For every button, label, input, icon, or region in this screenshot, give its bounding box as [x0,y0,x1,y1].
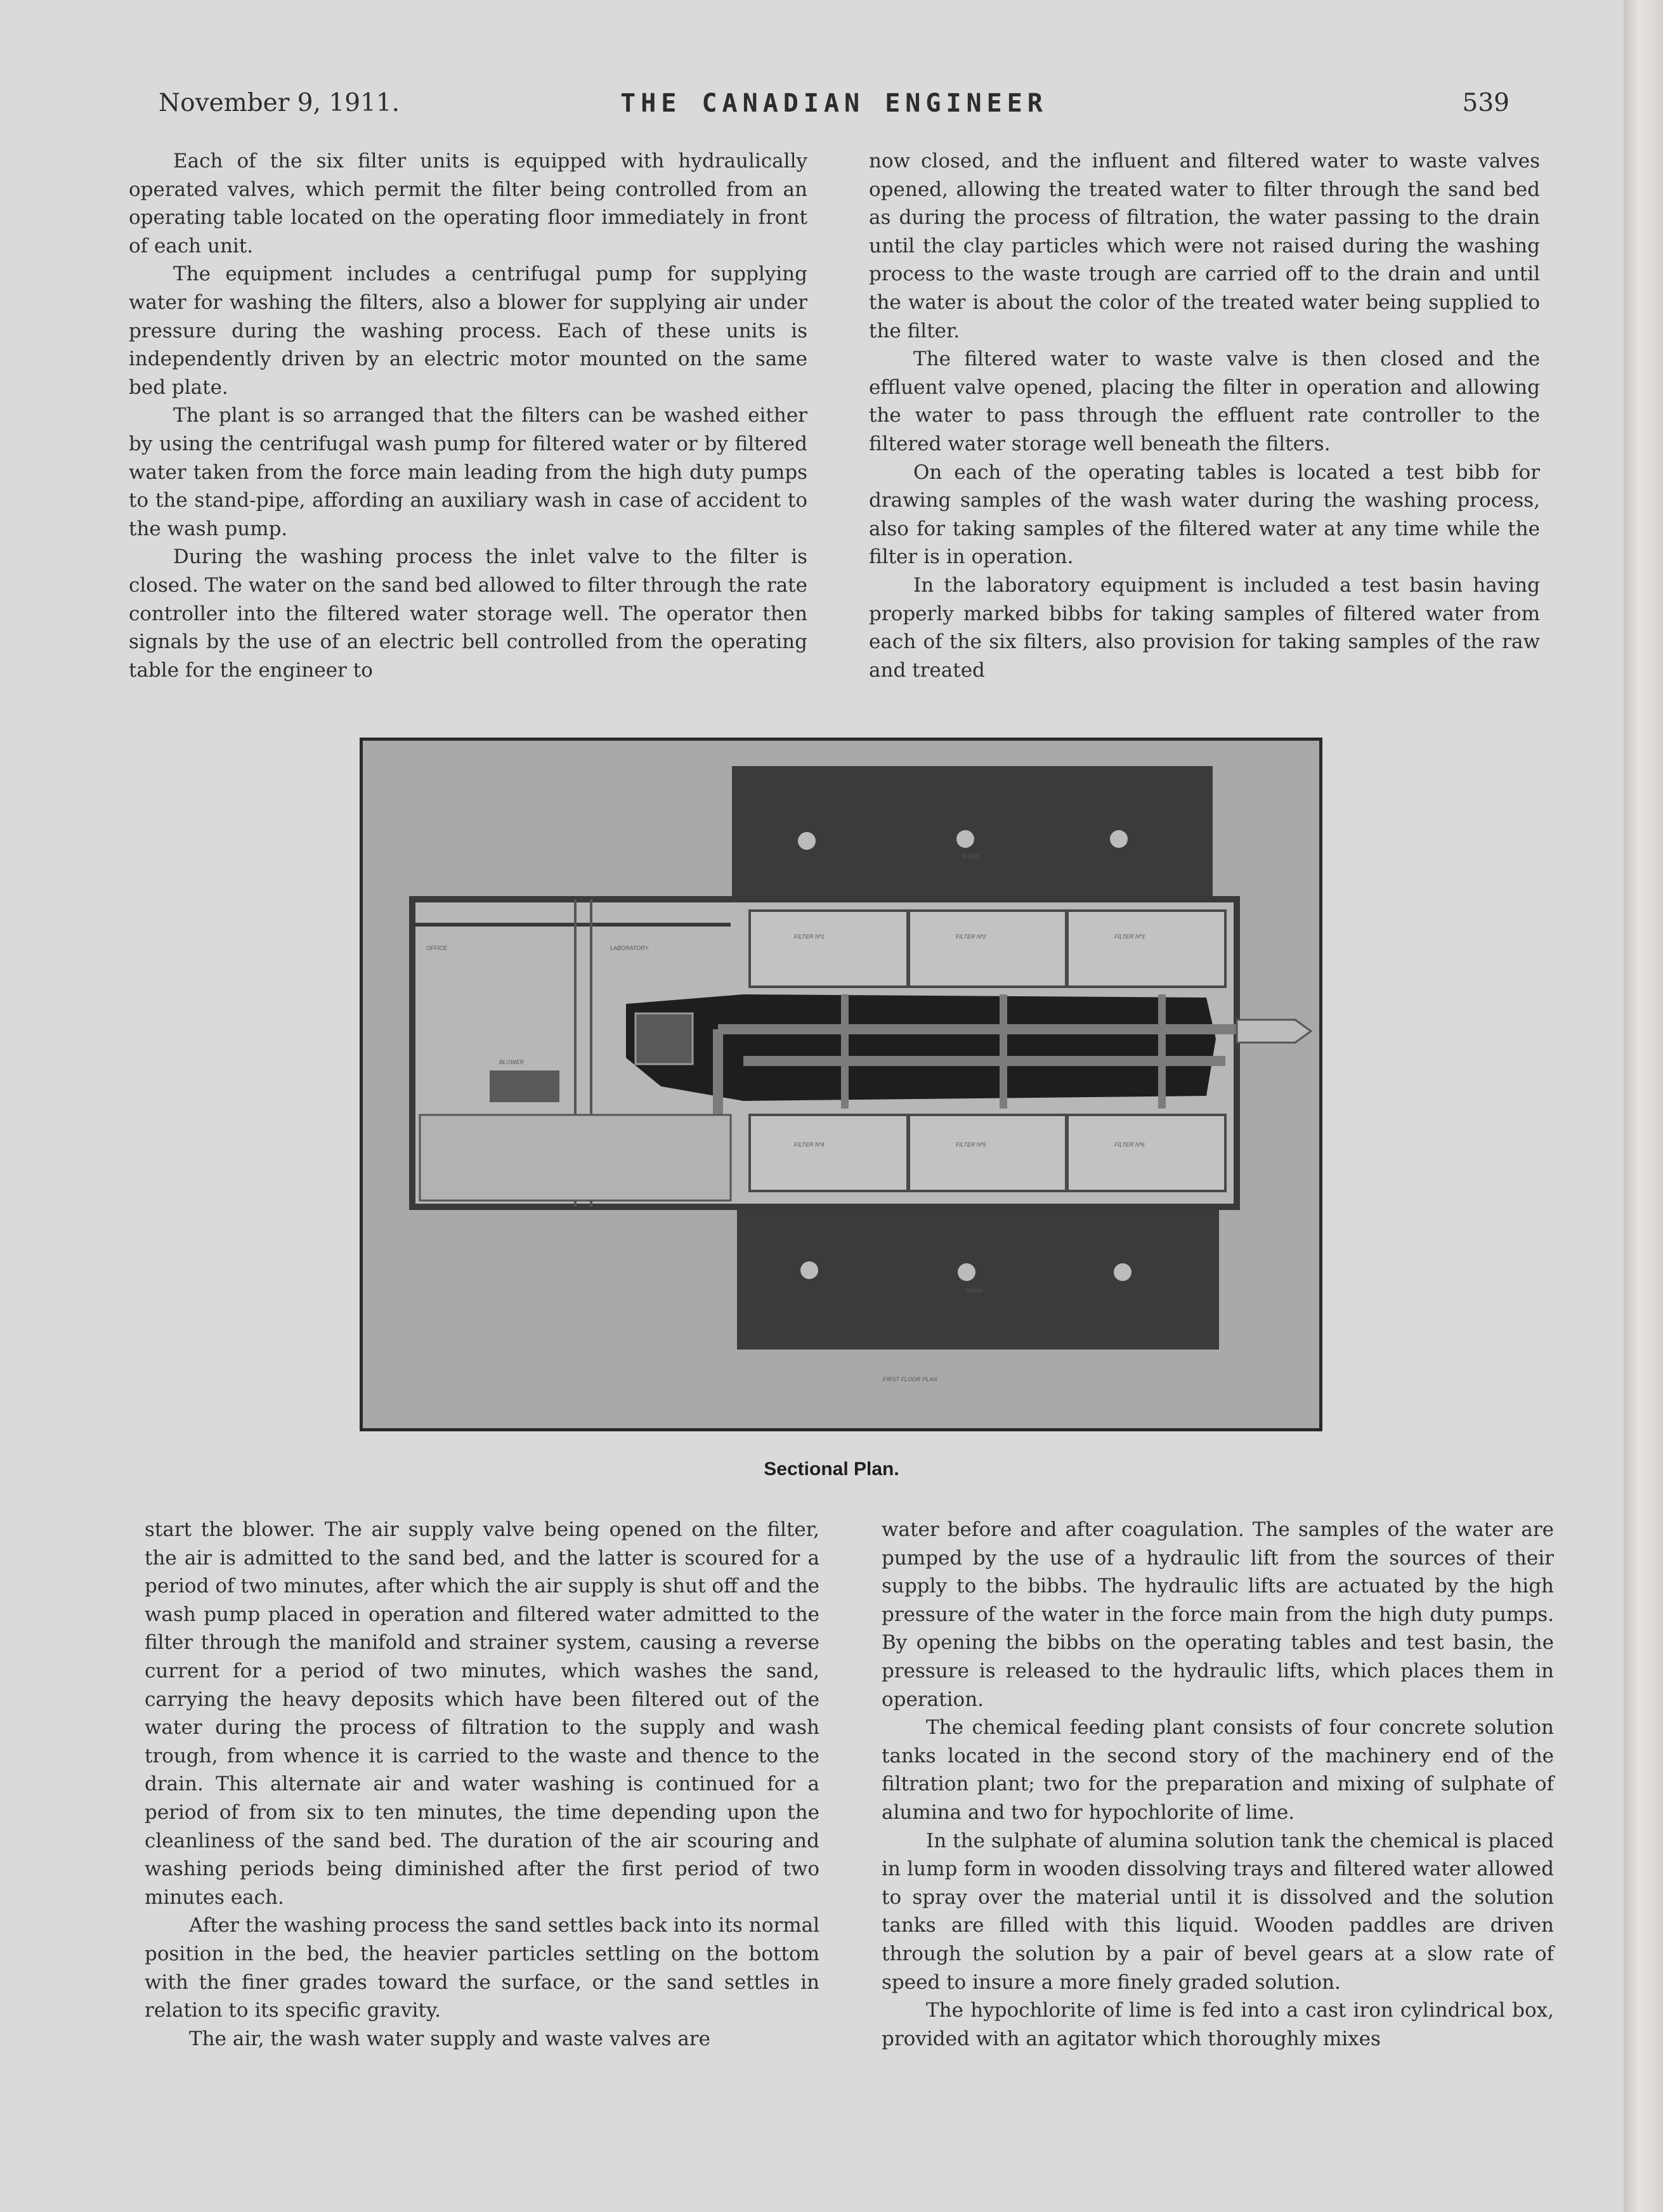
text-column-3 [145,1516,819,2053]
basin-outlet [1110,830,1128,848]
paragraph: On each of the operating tables is located a test bibb for drawing samples of the wash water during the washing process, also for taking samples of the filtered water at any time while the filter is in operation. [869,460,1540,569]
sectional-plan-figure [360,738,1322,1431]
paragraph: In the laboratory equipment is included a test basin having properly marked bibbs for taking samples of filtered water from each of the six filters, also provision for taking samples of the raw and treated [869,573,1540,682]
outlet-pipe [1237,1020,1311,1043]
basin-bottom-label: BASIN [965,1287,983,1294]
figure-caption: Sectional Plan. [764,1459,899,1480]
basin-outlet [958,1263,975,1281]
paragraph: During the washing process the inlet valve to the filter is closed. The water on the sand bed allowed to filter through the rate controller into the filtered water storage well. The operator then signals by the use of an electric bell controlled from the operating table for the engineer to [129,545,807,682]
basin-outlet [798,832,816,850]
paragraph: The plant is so arranged that the filters can be washed either by using the centrifugal wash pump for filtered water or by filtered water taken from the force main leading from the high duty pumps to the stand-pipe, affording an auxiliary wash in case of accident to the wash pump. [129,404,807,540]
paragraph: The filtered water to waste valve is then closed and the effluent valve opened, placing the filter in operation and allowing the water to pass through the effluent rate controller to the filtered water storage well beneath the filters. [869,348,1540,455]
page-edge [1624,0,1663,2212]
paragraph: water before and after coagulation. The samples of the water are pumped by the use of a hydraulic lift from the sources of their supply to the bibbs. The hydraulic lifts are actuated by the high pressure of the water in the force main from the high duty pumps. By opening the bibbs on the operating tables and test basin, the pressure is released to the hydraulic lifts, which places them in operation. [882,1518,1554,1711]
office-label: OFFICE [426,945,447,951]
text-column-4 [882,1516,1554,2053]
paragraph: In the sulphate of alumina solution tank the chemical is placed in lump form in wooden dissolving trays and filtered water allowed to spray over the material until it is dissolved and the solution tanks are filled with this liquid. Wooden paddles are driven through the solution by a pair of bevel gears at a slow rate of speed to insure a more finely graded solution. [882,1829,1554,1994]
basin-outlet [800,1261,818,1279]
paragraph: now closed, and the influent and filtered water to waste valves opened, allowing the treated water to filter through the sand bed as during the process of filtration, the water passing to the drain until the clay particles which were not raised during the washing process to the waste trough are carried off to the drain and until the water is about the color of the treated water being supplied to the filter. [869,150,1540,342]
lower-room [420,1115,731,1200]
paragraph: The hypochlorite of lime is fed into a cast iron cylindrical box, provided with an agitator which thoroughly mixes [882,1999,1554,2050]
page-number: 539 [1462,89,1510,117]
filter-5-label: FILTER Nº5 [956,1142,986,1148]
filter-6-label: FILTER Nº6 [1114,1142,1145,1148]
basin-outlet [956,830,974,848]
floor-plan-drawing [363,741,1319,1428]
laboratory-label: LABORATORY [610,945,649,951]
floor-plan-label: FIRST FLOOR PLAN [883,1376,937,1382]
paragraph: The air, the wash water supply and waste valves are [189,2027,710,2050]
blower-label: BLOWER [499,1059,525,1065]
paragraph: After the washing process the sand settles back into its normal position in the bed, the heavier particles settling on the bottom with the finer grades toward the surface, or the sand settles in relation to its specific gravity. [145,1914,819,2022]
filter-2-label: FILTER Nº2 [956,934,986,940]
filter-row-bottom [750,1115,1225,1191]
paragraph: Each of the six filter units is equipped with hydraulically operated valves, which permit the filter being controlled from an operating table located on the operating floor immediately in front of each unit. [129,150,807,257]
basin-outlet [1114,1263,1131,1281]
running-header [159,89,1510,127]
paragraph: start the blower. The air supply valve being opened on the filter, the air is admitted to the sand bed, and the latter is scoured for a period of two minutes, after which the air supply is shut off and the wash pump placed in operation and filtered water admitted to the filter through the manifold and strainer system, causing a reverse current for a period of two minutes, which washes the sand, carrying the heavy deposits which have been filtered out of the water during the process of filtration to the supply and wash trough, from whence it is carried to the waste and thence to the drain. This alternate air and water washing is continued for a period of from six to ten minutes, the time depending upon the cleanliness of the sand bed. The duration of the air scouring and washing periods being diminished after the first period of two minutes each. [145,1518,819,1909]
header-date: November 9, 1911. [159,89,400,117]
paragraph: The chemical feeding plant consists of four concrete solution tanks located in the second story of the machinery end of the filtration plant; two for the preparation and mixing of sulphate of alumina and two for hypochlorite of lime. [882,1716,1554,1824]
basin-top-label: BASIN [962,853,980,859]
text-column-1 [129,147,807,684]
filter-1-label: FILTER Nº1 [794,934,825,940]
wash-pump [636,1013,693,1064]
filter-3-label: FILTER Nº3 [1114,934,1145,940]
blower-machine [490,1070,559,1102]
filter-4-label: FILTER Nº4 [794,1142,825,1148]
filter-row-top [750,911,1225,987]
journal-title: THE CANADIAN ENGINEER [620,89,1048,118]
paragraph: The equipment includes a centrifugal pump for supplying water for washing the filters, also a blower for supplying air under pressure during the washing process. Each of these units is independently driven by an electric motor mounted on the same bed plate. [129,263,807,399]
text-column-2 [869,147,1540,684]
